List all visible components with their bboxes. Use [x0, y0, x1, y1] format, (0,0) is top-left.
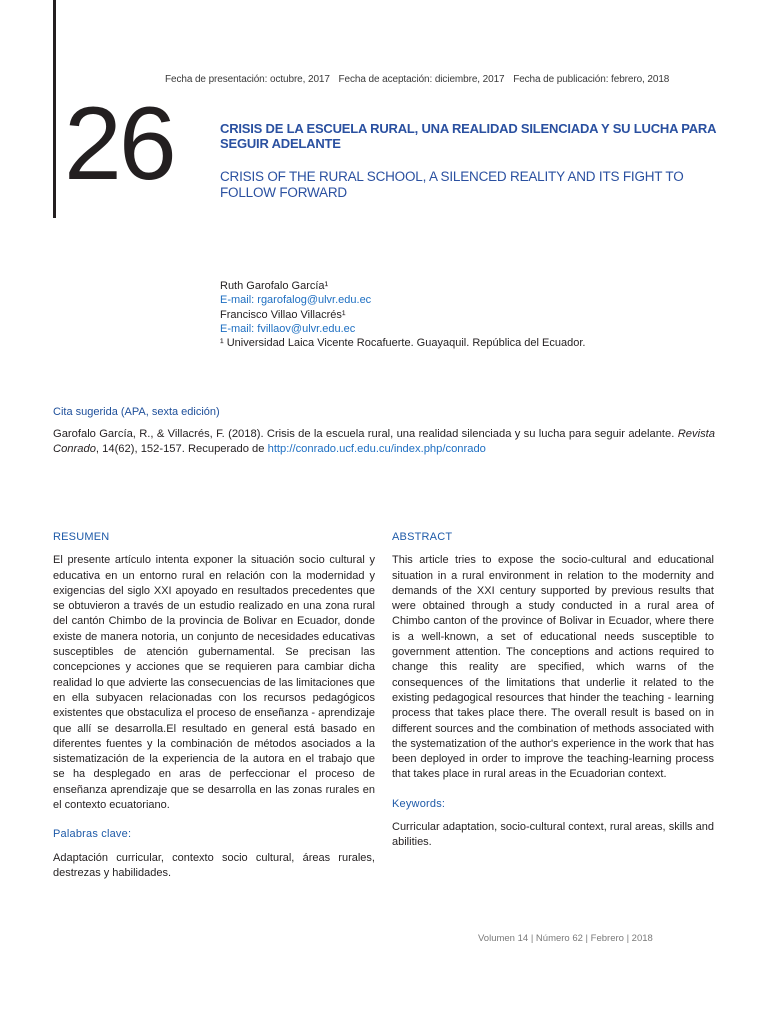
abstract-heading: ABSTRACT	[392, 531, 453, 543]
citation-journal: Revista Conrado	[53, 428, 715, 455]
citation-text	[53, 427, 715, 457]
author-email-line	[220, 322, 585, 336]
citation-text-start: Garofalo García, R., & Villacrés, F. (2018). Crisis de la escuela rural, una realidad silenciada y su lucha para seguir adelante.	[53, 428, 678, 440]
author-block	[220, 279, 585, 350]
palabras-clave-heading: Palabras clave:	[53, 828, 132, 841]
title-spanish: CRISIS DE LA ESCUELA RURAL, UNA REALIDAD SILENCIADA Y SU LUCHA PARA SEGUIR ADELANTE	[220, 121, 716, 151]
citation-url-link[interactable]: http://conrado.ucf.edu.cu/index.php/conrado	[267, 443, 486, 455]
publication-date: Fecha de publicación: febrero, 2018	[513, 74, 670, 85]
acceptance-date: Fecha de aceptación: diciembre, 2017	[338, 74, 505, 85]
email-link[interactable]: rgarofalog@ulvr.edu.ec	[257, 294, 372, 307]
article-number: 26	[64, 86, 174, 202]
submission-date: Fecha de presentación: octubre, 2017	[165, 74, 330, 85]
author-name: Francisco Villao Villacrés¹	[220, 308, 346, 321]
author-name: Ruth Garofalo García¹	[220, 280, 329, 292]
keywords-heading: Keywords:	[392, 797, 446, 810]
publication-dates	[165, 74, 675, 85]
resumen-column	[53, 530, 375, 881]
palabras-clave: Adaptación curricular, contexto socio cultural, áreas rurales, destrezas y habilidades.	[53, 851, 375, 879]
keywords: Curricular adaptation, socio-cultural context, rural areas, skills and abilities.	[392, 821, 714, 849]
page-footer: Volumen 14 | Número 62 | Febrero | 2018	[478, 933, 653, 944]
resumen-body: El presente artículo intenta exponer la situación socio cultural y educativa en un entorno rural en relación con la modernidad y exigencias del siglo XXI apoyado en resultados precedentes que se obtuvieron a través de un estudio realizado en una zona rural del cantón Chimbo de la provincia de Bolivar en Ecuador, donde existe de manera notoria, un conjunto de necesidades educativas susceptibles de atención gubernamental. Se precisan las concepciones y acciones que se requieren para cambiar dicha realidad lo que advierte las consecuencias de las limitaciones que en ella subyacen relacionadas con los recursos pedagógicos existentes que obstaculiza el proceso de enseñanza - aprendizaje que allí se desarrolla.El resultado en general está basado en diferentes fuentes y la combinación de métodos asociados a la sistematización de la experiencia de la autora en el trabajo que se ha desplegado en aras de perfeccionar el proceso de enseñanza aprendizaje que se desarrolla en las zonas rurales en el contexto ecuatoriano.	[53, 554, 375, 812]
resumen-heading: RESUMEN	[53, 531, 110, 543]
abstract-body: This article tries to expose the socio-cultural and educational situation in a rural environment in relation to the modernity and demands of the XXI century supported by previous results that were obtained through a study conducted in a rural area of Chimbo canton of the province of Bolivar in Ecuador, where there is a well-known, a set of educational needs susceptible to government attention. The conceptions and actions required to change this reality are specified, which warns of the consequences of the limitations that underlie it related to the existing pedagogical resources that hinder the teaching - learning process that takes place there. The overall result is based on in different sources and the combination of methods associated with the systematization of the author's experience in the work that has been deployed in order to improve the teaching-learning process that takes place in rural areas in the Ecuadorian context.	[392, 554, 714, 781]
abstract-column	[392, 530, 714, 851]
title-english: CRISIS OF THE RURAL SCHOOL, A SILENCED REALITY AND ITS FIGHT TO FOLLOW FORWARD	[220, 169, 684, 200]
email-label: E-mail:	[220, 322, 258, 335]
author-email-line	[220, 293, 585, 307]
citation-text-mid: , 14(62), 152-157. Recuperado de	[95, 443, 268, 455]
header-vertical-rule	[53, 0, 56, 218]
citation-heading: Cita sugerida (APA, sexta edición)	[53, 406, 220, 418]
email-label: E-mail:	[220, 294, 258, 307]
email-link[interactable]: fvillaov@ulvr.edu.ec	[257, 322, 356, 335]
affiliation: ¹ Universidad Laica Vicente Rocafuerte. Guayaquil. República del Ecuador.	[220, 337, 586, 350]
